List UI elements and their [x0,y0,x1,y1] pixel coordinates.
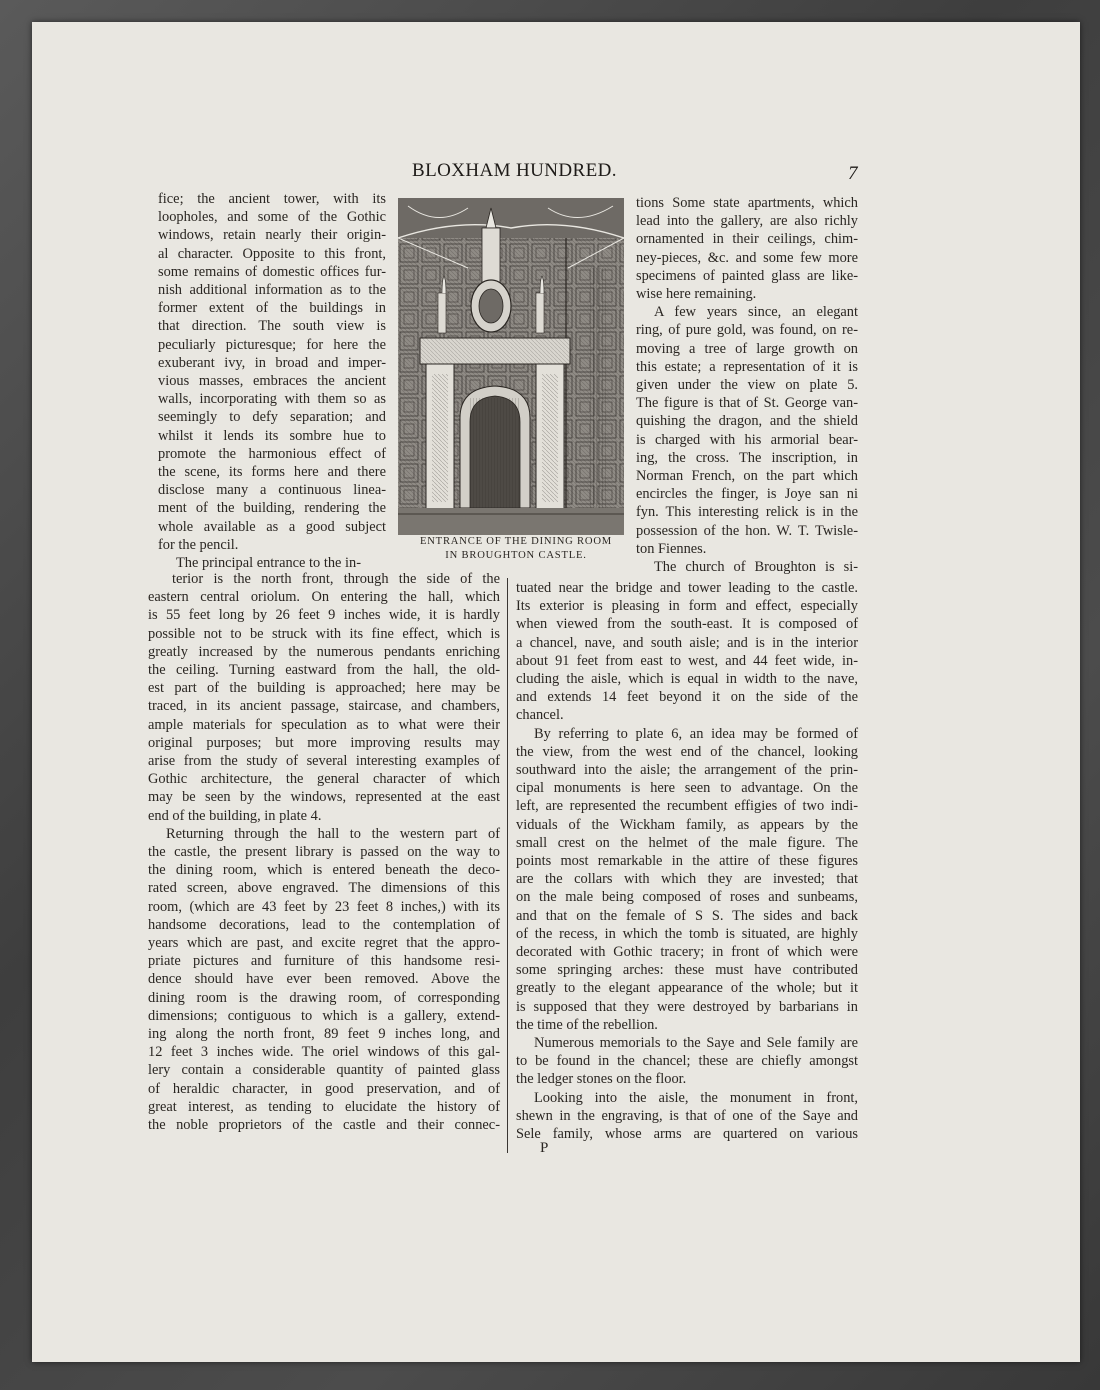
text-line: disclose many a continuous linea- [158,482,386,499]
text-line: about 91 feet from east to west, and 44 feet wide, in- [516,652,858,669]
text-line: that direction. The south view is [158,318,386,335]
text-line: loopholes, and some of the Gothic [158,209,386,226]
text-line: southward into the aisle; the arrangement of the prin- [516,762,858,778]
text-line: Norman French, on the part which [636,468,858,484]
text-line: Gothic architecture, the general character of which [148,771,500,788]
text-line: peculiarly picturesque; for here the [158,336,386,353]
text-line: Looking into the aisle, the monument in front, [534,1089,858,1106]
text-line: former extent of the buildings in [158,300,386,317]
text-line: greatly to the elegant appearance of the whole; but it [516,980,858,997]
text-line: original purposes; but more improving results may [148,734,500,751]
text-line: whilst it lends its sombre hue to [158,427,386,444]
text-line: end of the building, in plate 4. [148,807,322,824]
text-line: walls, incorporating with them so as [158,391,386,408]
text-line: may be seen by the windows, represented at the east [148,789,500,806]
text-line: the ledger stones on the floor. [516,1071,687,1088]
text-line: is 55 feet long by 26 feet 9 inches wide, it is hardly [148,607,500,624]
text-line: a chancel, nave, and south aisle; and is in the interior [516,634,858,651]
text-line: shewn in the engraving, is that of one of the Saye and [516,1107,858,1124]
text-line: when viewed from the south-east. It is composed of [516,616,858,633]
text-line: of heraldic character, in good preservation, and of [148,1080,500,1097]
text-line: By referring to plate 6, an idea may be formed of [534,725,858,742]
text-line: windows, retain nearly their origin- [158,227,386,244]
text-line: specimens of painted glass are like- [636,267,858,284]
text-line: quishing the dragon, and the shield [636,413,858,430]
text-line: ing along the north front, 89 feet 9 inches long, and [148,1026,500,1042]
text-line: arise from the study of several interesting examples of [148,753,500,769]
text-line: are the collars with which they are invested; that [516,871,858,888]
text-line: dimensions; contiguous to which is a gallery, extend- [148,1007,500,1024]
text-line: est part of the building is approached; here may be [148,680,500,697]
text-line: handsome decorations, lead to the contemplation of [148,916,500,933]
text-line: Its exterior is pleasing in form and effect, especially [516,598,858,615]
text-line: the ceiling. Turning eastward from the hall, the old- [148,662,500,678]
text-line: dence should have ever been removed. Above the [148,971,500,988]
text-line: small crest on the helmet of the male figure. The [516,834,858,851]
text-line: ornamented in their ceilings, chim- [636,231,858,248]
text-line: ton Fiennes. [636,540,707,557]
text-line: rated screen, above engraved. The dimensions of this [148,880,500,897]
text-line: tions Some state apartments, which [636,195,858,211]
text-line: priate pictures and furniture of this handsome resi- [148,953,500,970]
text-line: room, (which are 43 feet by 23 feet 8 inches,) with its [148,898,500,915]
text-line: ring, of pure gold, was found, on re- [636,322,858,339]
text-line: cluding the aisle, which is equal in width to the nave, [516,671,858,687]
text-line: of the recess, in which the tomb is situated, are highly [516,925,858,942]
text-line: fyn. This interesting relick is in the [636,504,858,521]
text-line: this estate; a representation of it is [636,358,858,375]
text-line: Returning through the hall to the western part of [166,825,500,842]
text-line: traced, in its ancient passage, staircase, and chambers, [148,698,500,715]
text-line: al character. Opposite to this front, [158,245,386,262]
text-line: The principal entrance to the in- [176,555,361,571]
text-line: and extends 14 feet beyond it on the side of the [516,689,858,706]
text-line: some springing arches: these must have contributed [516,962,858,979]
text-line: to be found in the chancel; these are chiefly amongst [516,1053,858,1070]
text-line: ney-pieces, &c. and some few more [636,249,858,266]
text-line: ing, the cross. The inscription, in [636,449,858,466]
text-line: is charged with his armorial bear- [636,431,858,448]
text-line: encircles the finger, is Joye san ni [636,486,858,503]
text-line: points most remarkable in the attire of these figures [516,853,858,869]
text-line: terior is the north front, through the side of the [172,571,500,587]
page-number: 7 [848,163,858,184]
text-line: decorated with Gothic tracery; in front of which were [516,944,858,960]
text-line: possession of the hon. W. T. Twisle- [636,522,858,539]
text-line: the time of the rebellion. [516,1016,658,1033]
engraving-dining-room-entrance [398,198,624,535]
text-line: years which are past, and excite regret that the appro- [148,935,500,951]
text-line: given under the view on plate 5. [636,377,858,393]
text-line: on the male being composed of roses and sunbeams, [516,889,858,906]
text-line: and that on the female of S S. The sides and back [516,907,858,924]
text-line: exuberant ivy, in broad and imper- [158,354,386,371]
text-line: left, are represented the recumbent effigies of two indi- [516,798,858,815]
text-line: the scene, its forms here and there [158,464,386,480]
text-line: lery contain a considerable quantity of painted glass [148,1062,500,1079]
text-line: vious masses, embraces the ancient [158,373,386,389]
text-line: nish additional information as to the [158,282,386,298]
text-line: greatly increased by the numerous pendants enriching [148,643,500,660]
text-line: chancel. [516,707,564,724]
text-line: The figure is that of St. George van- [636,395,858,412]
text-line: moving a tree of large growth on [636,340,858,357]
text-line: wise here remaining. [636,286,757,302]
text-line: cipal monuments is here seen to advantage. On the [516,780,858,797]
text-line: ment of the building, rendering the [158,500,386,517]
text-line: the dining room, which is entered beneath the deco- [148,862,500,879]
text-line: some remains of domestic offices fur- [158,263,386,280]
text-line: great interest, as tending to elucidate the history of [148,1098,500,1115]
text-line: is supposed that they were destroyed by barbarians in [516,998,858,1015]
text-line: promote the harmonious effect of [158,445,386,462]
engraving-caption-line-2: IN BROUGHTON CASTLE. [445,550,587,561]
text-line: the noble proprietors of the castle and their connec- [148,1117,500,1133]
text-line: lead into the gallery, are also richly [636,213,858,230]
text-line: eastern central oriolum. On entering the hall, which [148,589,500,606]
text-line: Sele family, whose arms are quartered on various [516,1126,858,1142]
text-line: tuated near the bridge and tower leading to the castle. [516,580,858,596]
text-line: Numerous memorials to the Saye and Sele family are [534,1035,858,1051]
text-line: whole available as a good subject [158,518,386,535]
text-line: seemingly to defy separation; and [158,409,386,426]
text-line: the view, from the west end of the chancel, looking [516,743,858,760]
text-line: for the pencil. [158,536,239,553]
text-line: fice; the ancient tower, with its [158,191,386,207]
text-line: The church of Broughton is si- [654,559,858,575]
text-line: ample materials for speculation as to what were their [148,716,500,733]
signature-mark: P [540,1140,549,1156]
engraving-caption-line-1: ENTRANCE OF THE DINING ROOM [419,536,613,547]
text-line: possible not to be struck with its fine effect, which is [148,625,500,642]
text-line: viduals of the Wickham family, as appears by the [516,816,858,833]
column-rule [507,578,508,1153]
text-line: A few years since, an elegant [654,304,858,321]
text-line: the castle, the present library is passed on the way to [148,844,500,860]
text-line: dining room is the drawing room, of corresponding [148,989,500,1006]
running-head: BLOXHAM HUNDRED. [412,160,617,181]
text-line: 12 feet 3 inches wide. The oriel windows of this gal- [148,1044,500,1061]
